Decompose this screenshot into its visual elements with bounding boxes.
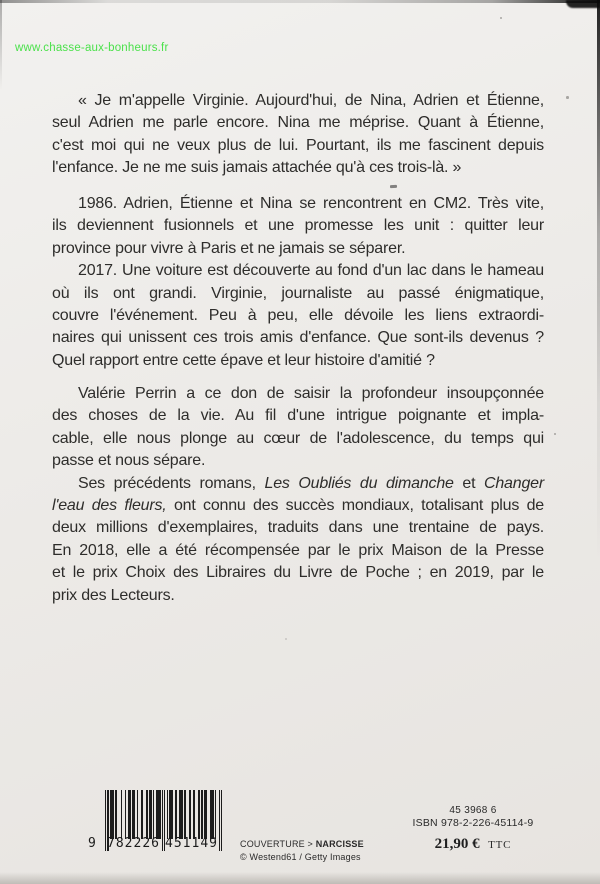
- text-line: l'enfance. Je ne me suis jamais attachée qu'à ces trois-là. »: [52, 159, 462, 177]
- text-line: « Je m'appelle Virginie. Aujourd'hui, de Nina, Adrien et Étienne,: [78, 92, 544, 109]
- text-line: naires qui unissent ces trois amis d'enfance. Que sont-ils devenus ?: [52, 329, 544, 347]
- watermark-url: www.chasse-aux-bonheurs.fr: [15, 42, 169, 54]
- photo-top-right-corner: [566, 0, 600, 8]
- cover-credit-label: COUVERTURE >: [240, 839, 313, 849]
- text-line: et le prix Choix des Libraires du Livre de Poche ; en 2019, par le: [52, 564, 544, 582]
- text-line: cable, elle nous plonge au cœur de l'adolescence, du temps qui: [52, 429, 544, 447]
- text-line: 1986. Adrien, Étienne et Nina se rencontrent en CM2. Très vite,: [78, 195, 544, 212]
- dust-speck: [500, 17, 502, 19]
- dust-speck: [566, 96, 569, 99]
- ean13-barcode: [86, 790, 226, 860]
- photo-credit-line: © Westend61 / Getty Images: [240, 851, 361, 862]
- blurb-quote-block: [52, 90, 544, 180]
- text-line: ils deviennent fusionnels et une promesse les unit : quitter leur: [52, 217, 544, 235]
- cover-credits: [240, 838, 364, 863]
- text-line: passe et nous sépare.: [52, 452, 206, 470]
- text-line: c'est moi qui ne veux plus de lui. Pourtant, ils me fascinent depuis: [52, 136, 544, 154]
- barcode-left-digits: 782226: [107, 836, 160, 851]
- text-line: où ils ont grandi. Virginie, journaliste au passé énigmatique,: [52, 284, 544, 302]
- text-line: Ses précédents romans, Les Oubliés du dimanche et Changer: [78, 474, 544, 492]
- barcode-prefix-digit: 9: [88, 836, 96, 851]
- text-line: couvre l'événement. Peu à peu, elle dévoile les liens extraordi-: [52, 307, 544, 325]
- barcode-module: [221, 790, 222, 851]
- price-row: [378, 835, 568, 853]
- synopsis-2017-paragraph: [52, 260, 544, 372]
- quote-paragraph: [52, 90, 544, 180]
- synopsis-block: [52, 193, 544, 372]
- text-line: seul Adrien me parle encore. Nina me méprise. Quant à Étienne,: [52, 114, 544, 132]
- cover-credit-line: [240, 838, 364, 851]
- print-speck: [390, 185, 397, 188]
- cover-credit-name: NARCISSE: [315, 839, 364, 849]
- imprint-block: [378, 805, 568, 853]
- author-works-paragraph: [52, 473, 544, 607]
- text-line: 2017. Une voiture est découverte au fond d'un lac dans le hameau: [78, 262, 544, 280]
- barcode-right-digits: 451149: [165, 836, 218, 851]
- dust-speck: [554, 433, 556, 435]
- price-ttc-label: TTC: [488, 839, 512, 851]
- text-line: prix des Lecteurs.: [52, 586, 175, 604]
- photo-top-edge: [0, 0, 600, 3]
- author-note-block: [52, 383, 544, 607]
- text-line: province pour vivre à Paris et ne jamais se séparer.: [52, 239, 406, 257]
- isbn-number: ISBN 978-2-226-45114-9: [412, 817, 534, 829]
- photo-left-edge: [0, 0, 2, 90]
- price-value: 21,90 €: [434, 836, 480, 852]
- dust-speck: [285, 638, 287, 640]
- text-line: deux millions d'exemplaires, traduits dans une trentaine de pays.: [52, 519, 544, 537]
- text-line: En 2018, elle a été récompensée par le prix Maison de la Presse: [52, 541, 544, 559]
- print-code: 45 3968 6: [449, 805, 497, 816]
- text-line: Quel rapport entre cette épave et leur histoire d'amitié ?: [52, 351, 435, 369]
- text-line: l'eau des fleurs, ont connu des succès mondiaux, totalisant plus de: [52, 497, 544, 515]
- text-line: Valérie Perrin a ce don de saisir la profondeur insoupçonnée: [78, 385, 544, 402]
- synopsis-1986-paragraph: [52, 193, 544, 260]
- author-profile-paragraph: [52, 383, 544, 473]
- photo-bottom-shadow: [0, 872, 600, 884]
- text-line: des choses de la vie. Au fil d'une intrigue poignante et impla-: [52, 407, 544, 425]
